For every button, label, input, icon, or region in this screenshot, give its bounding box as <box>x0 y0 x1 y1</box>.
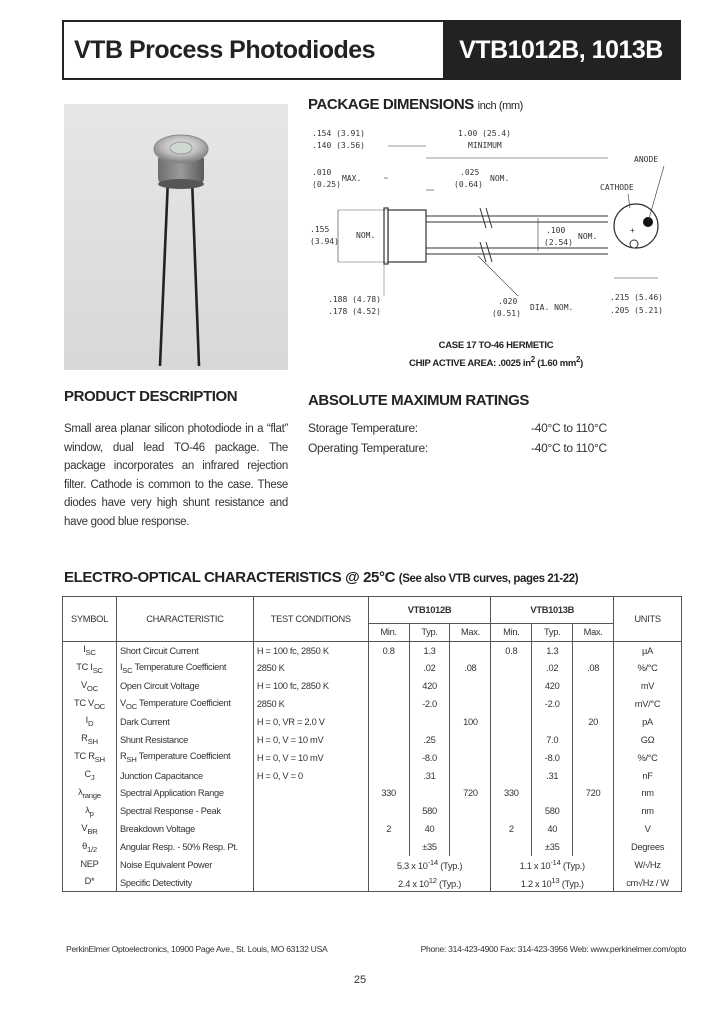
table-row <box>63 641 682 659</box>
cell-typ2: 40 <box>532 820 573 838</box>
cell-characteristic: Noise Equivalent Power <box>116 856 253 874</box>
cell-symbol: TC $V_{OC}$ <box>63 695 117 713</box>
package-units: inch (mm) <box>477 100 523 112</box>
label-cathode: CATHODE <box>600 183 634 192</box>
rating-label: Operating Temperature: <box>308 441 428 455</box>
cell-test-conditions <box>253 874 368 892</box>
col-max: Max. <box>573 624 614 642</box>
cell-typ1: ±35 <box>409 838 450 856</box>
cell-max2 <box>573 820 614 838</box>
dim-154: .154 (3.91) <box>312 129 365 138</box>
cell-typ2 <box>532 713 573 731</box>
dim-025: .025 <box>460 168 480 177</box>
cell-max2 <box>573 695 614 713</box>
cell-typ1: .31 <box>409 767 450 785</box>
cell-symbol: $R_{SH}$ <box>63 731 117 749</box>
cell-min2: 330 <box>491 785 532 803</box>
cell-characteristic: Open Circuit Voltage <box>116 677 253 695</box>
cell-units: GΩ <box>614 731 682 749</box>
cell-units: %/°C <box>614 749 682 767</box>
cell-min1: 330 <box>368 785 409 803</box>
col-units: UNITS <box>614 597 682 642</box>
cell-typ1: .02 <box>409 659 450 677</box>
cell-max1: 100 <box>450 713 491 731</box>
cell-min2 <box>491 767 532 785</box>
table-row <box>63 677 682 695</box>
cell-units: nm <box>614 785 682 803</box>
cell-test-conditions <box>253 856 368 874</box>
dim-215: .215 (5.46) <box>610 293 663 302</box>
table-row <box>63 838 682 856</box>
cell-characteristic: Junction Capacitance <box>116 767 253 785</box>
cell-units: nF <box>614 767 682 785</box>
cell-characteristic: Breakdown Voltage <box>116 820 253 838</box>
cell-typ1: -8.0 <box>409 749 450 767</box>
cell-min1: 2 <box>368 820 409 838</box>
cell-max1 <box>450 641 491 659</box>
col-characteristic: CHARACTERISTIC <box>116 597 253 642</box>
cell-test-conditions: H = 100 fc, 2850 K <box>253 641 368 659</box>
can-body <box>388 210 426 262</box>
photodiode-image <box>64 104 288 370</box>
dim-max: MAX. <box>342 174 362 183</box>
cell-symbol: D* <box>63 874 117 892</box>
table-row <box>63 785 682 803</box>
col-symbol: SYMBOL <box>63 597 117 642</box>
cell-symbol: $\lambda_{range}$ <box>63 785 117 803</box>
package-dimensions-heading: PACKAGE DIMENSIONS <box>308 96 474 113</box>
cell-vtb1012b-value: 5.3 x $10^{-14}$ (Typ.) <box>368 856 491 874</box>
cell-min1 <box>368 713 409 731</box>
part-number-title: VTB1012B, 1013B <box>443 22 679 78</box>
dim-155: .155 <box>310 225 330 234</box>
cell-min1 <box>368 677 409 695</box>
cell-min2 <box>491 677 532 695</box>
cell-max1 <box>450 731 491 749</box>
cell-max1 <box>450 749 491 767</box>
cell-max1: 720 <box>450 785 491 803</box>
cell-max2 <box>573 838 614 856</box>
col-test-conditions: TEST CONDITIONS <box>253 597 368 642</box>
cell-typ2: 1.3 <box>532 641 573 659</box>
cell-typ1: 40 <box>409 820 450 838</box>
col-vtb1013b: VTB1013B <box>491 597 614 624</box>
cell-min1 <box>368 659 409 677</box>
footer <box>66 944 686 954</box>
cell-units: nm <box>614 802 682 820</box>
rating-value: -40°C to 110°C <box>531 441 607 455</box>
cell-characteristic: Shunt Resistance <box>116 731 253 749</box>
cell-min2 <box>491 749 532 767</box>
table-row <box>63 767 682 785</box>
cell-characteristic: Spectral Application Range <box>116 785 253 803</box>
cell-symbol: $V_{OC}$ <box>63 677 117 695</box>
cell-min2 <box>491 713 532 731</box>
eo-subtitle: (See also VTB curves, pages 21-22) <box>398 573 579 585</box>
cell-units: mV/°C <box>614 695 682 713</box>
dim-020: .020 <box>498 297 518 306</box>
cell-max2: .08 <box>573 659 614 677</box>
col-max: Max. <box>450 624 491 642</box>
dim-205: .205 (5.21) <box>610 306 663 315</box>
cell-symbol: NEP <box>63 856 117 874</box>
cell-units: Degrees <box>614 838 682 856</box>
dim-188: .188 (4.78) <box>328 295 381 304</box>
cell-units: µA <box>614 641 682 659</box>
cell-typ2: -2.0 <box>532 695 573 713</box>
dim-dia-nom: DIA. NOM. <box>530 303 574 312</box>
table-row <box>63 820 682 838</box>
cell-typ1 <box>409 785 450 803</box>
cell-units: cm√Hz / W <box>614 874 682 892</box>
dim-nom-3: NOM. <box>578 232 598 241</box>
cell-max1 <box>450 820 491 838</box>
cell-typ1: 420 <box>409 677 450 695</box>
chip-area-line: CHIP ACTIVE AREA: .0025 $in^2$ (1.60 $mm^2$) <box>409 355 583 370</box>
cell-units: V <box>614 820 682 838</box>
cell-min1 <box>368 749 409 767</box>
cell-max2 <box>573 677 614 695</box>
cell-characteristic: Specific Detectivity <box>116 874 253 892</box>
cell-max1 <box>450 838 491 856</box>
footer-contact: Phone: 314-423-4900 Fax: 314-423-3956 Web: www.perkinelmer.com/opto <box>420 944 686 954</box>
cell-max1 <box>450 767 491 785</box>
cell-min2 <box>491 731 532 749</box>
cell-max2 <box>573 731 614 749</box>
cell-test-conditions: H = 0, V = 0 <box>253 767 368 785</box>
col-min: Min. <box>491 624 532 642</box>
rating-label: Storage Temperature: <box>308 421 418 435</box>
cell-characteristic: $R_{SH}$ Temperature Coefficient <box>116 749 253 767</box>
cell-symbol: $C_J$ <box>63 767 117 785</box>
cell-min1 <box>368 731 409 749</box>
cell-test-conditions <box>253 785 368 803</box>
page-number: 25 <box>353 974 367 986</box>
rating-row <box>308 441 608 455</box>
table-row <box>63 874 682 892</box>
dim-178: .178 (4.52) <box>328 307 381 316</box>
cell-symbol: $I_D$ <box>63 713 117 731</box>
cell-min2 <box>491 802 532 820</box>
table-row <box>63 856 682 874</box>
absolute-ratings-title: ABSOLUTE MAXIMUM RATINGS <box>308 392 529 409</box>
can-flange <box>384 208 388 264</box>
document-title: VTB Process Photodiodes <box>74 35 376 64</box>
cell-vtb1013b-value: 1.2 x $10^{13}$ (Typ.) <box>491 874 614 892</box>
table-row <box>63 749 682 767</box>
dim-254: (2.54) <box>544 238 573 247</box>
product-photo <box>64 104 288 370</box>
dim-140: .140 (3.56) <box>312 141 365 150</box>
table-row <box>63 659 682 677</box>
dim-051: (0.51) <box>492 309 521 318</box>
cell-max1: .08 <box>450 659 491 677</box>
cell-min2: 0.8 <box>491 641 532 659</box>
cell-typ1: -2.0 <box>409 695 450 713</box>
cell-characteristic: Short Circuit Current <box>116 641 253 659</box>
cell-typ2: 420 <box>532 677 573 695</box>
cell-test-conditions <box>253 820 368 838</box>
table-row <box>63 731 682 749</box>
cell-min2: 2 <box>491 820 532 838</box>
cell-max1 <box>450 695 491 713</box>
cell-characteristic: Spectral Response - Peak <box>116 802 253 820</box>
case-line: CASE 17 TO-46 HERMETIC <box>438 340 554 351</box>
package-dimensions-title <box>308 96 523 113</box>
cell-typ1: 1.3 <box>409 641 450 659</box>
cell-test-conditions: H = 0, VR = 2.0 V <box>253 713 368 731</box>
cell-min1 <box>368 802 409 820</box>
col-vtb1012b: VTB1012B <box>368 597 491 624</box>
rating-value: -40°C to 110°C <box>531 421 607 435</box>
cell-min1 <box>368 767 409 785</box>
dim-064: (0.64) <box>454 180 483 189</box>
cell-typ2: 7.0 <box>532 731 573 749</box>
table-row <box>63 713 682 731</box>
cell-max2 <box>573 767 614 785</box>
cell-symbol: $\lambda_p$ <box>63 802 117 820</box>
cell-min1 <box>368 695 409 713</box>
cell-min1 <box>368 838 409 856</box>
cell-test-conditions: H = 100 fc, 2850 K <box>253 677 368 695</box>
cell-characteristic: Dark Current <box>116 713 253 731</box>
cell-min1: 0.8 <box>368 641 409 659</box>
dim-minimum: MINIMUM <box>468 141 502 150</box>
cell-test-conditions: H = 0, V = 10 mV <box>253 731 368 749</box>
cell-symbol: $V_{BR}$ <box>63 820 117 838</box>
cell-test-conditions: H = 0, V = 10 mV <box>253 749 368 767</box>
cell-vtb1012b-value: 2.4 x $10^{12}$ (Typ.) <box>368 874 491 892</box>
cell-max2 <box>573 641 614 659</box>
eo-heading: ELECTRO-OPTICAL CHARACTERISTICS @ 25°C <box>64 569 396 586</box>
cell-typ2: .31 <box>532 767 573 785</box>
cell-max2 <box>573 802 614 820</box>
dim-nom-1: NOM. <box>490 174 510 183</box>
cell-typ2: ±35 <box>532 838 573 856</box>
cell-typ2 <box>532 785 573 803</box>
cell-max2 <box>573 749 614 767</box>
product-description-title: PRODUCT DESCRIPTION <box>64 388 238 405</box>
cell-test-conditions: 2850 K <box>253 659 368 677</box>
cell-test-conditions: 2850 K <box>253 695 368 713</box>
cell-symbol: $I_{SC}$ <box>63 641 117 659</box>
dim-100in: 1.00 (25.4) <box>458 129 511 138</box>
cell-typ2: .02 <box>532 659 573 677</box>
cell-characteristic: $I_{SC}$ Temperature Coefficient <box>116 659 253 677</box>
label-anode: ANODE <box>634 155 659 164</box>
dim-394: (3.94) <box>310 237 339 246</box>
cell-typ2: 580 <box>532 802 573 820</box>
cell-typ2: -8.0 <box>532 749 573 767</box>
cell-max2: 20 <box>573 713 614 731</box>
cell-min2 <box>491 695 532 713</box>
dim-nom-2: NOM. <box>356 231 376 240</box>
dim-025mm: (0.25) <box>312 180 341 189</box>
electro-optical-table <box>62 596 682 892</box>
label-plus: + <box>630 226 635 235</box>
electro-optical-title <box>64 569 578 586</box>
cell-test-conditions <box>253 838 368 856</box>
cell-units: mV <box>614 677 682 695</box>
cell-max2: 720 <box>573 785 614 803</box>
rating-row <box>308 421 608 435</box>
cell-symbol: TC $R_{SH}$ <box>63 749 117 767</box>
title-banner <box>62 20 681 80</box>
cell-symbol: $\theta_{1/2}$ <box>63 838 117 856</box>
cell-typ1: .25 <box>409 731 450 749</box>
dim-100: .100 <box>546 226 566 235</box>
col-typ: Typ. <box>409 624 450 642</box>
cell-typ1 <box>409 713 450 731</box>
cell-max1 <box>450 802 491 820</box>
cell-units: %/°C <box>614 659 682 677</box>
product-description-text: Small area planar silicon photodiode in a “flat” window, dual lead TO-46 package. The package incorporates an infrared rejection filter. Cathode is common to the case. These diodes have very high shunt resistance and have good blue response. <box>64 423 288 528</box>
cell-max1 <box>450 677 491 695</box>
cell-units: pA <box>614 713 682 731</box>
footer-address: PerkinElmer Optoelectronics, 10900 Page Ave., St. Louis, MO 63132 USA <box>66 944 328 954</box>
cell-characteristic: $V_{OC}$ Temperature Coefficient <box>116 695 253 713</box>
cell-vtb1013b-value: 1.1 x $10^{-14}$ (Typ.) <box>491 856 614 874</box>
package-dimension-drawing <box>308 118 684 338</box>
cell-units: W/√Hz <box>614 856 682 874</box>
cell-characteristic: Angular Resp. - 50% Resp. Pt. <box>116 838 253 856</box>
table-row <box>63 802 682 820</box>
cell-typ1: 580 <box>409 802 450 820</box>
cell-symbol: TC $I_{SC}$ <box>63 659 117 677</box>
cell-min2 <box>491 659 532 677</box>
col-min: Min. <box>368 624 409 642</box>
col-typ: Typ. <box>532 624 573 642</box>
cell-min2 <box>491 838 532 856</box>
cell-test-conditions <box>253 802 368 820</box>
dim-010: .010 <box>312 168 332 177</box>
table-row <box>63 695 682 713</box>
